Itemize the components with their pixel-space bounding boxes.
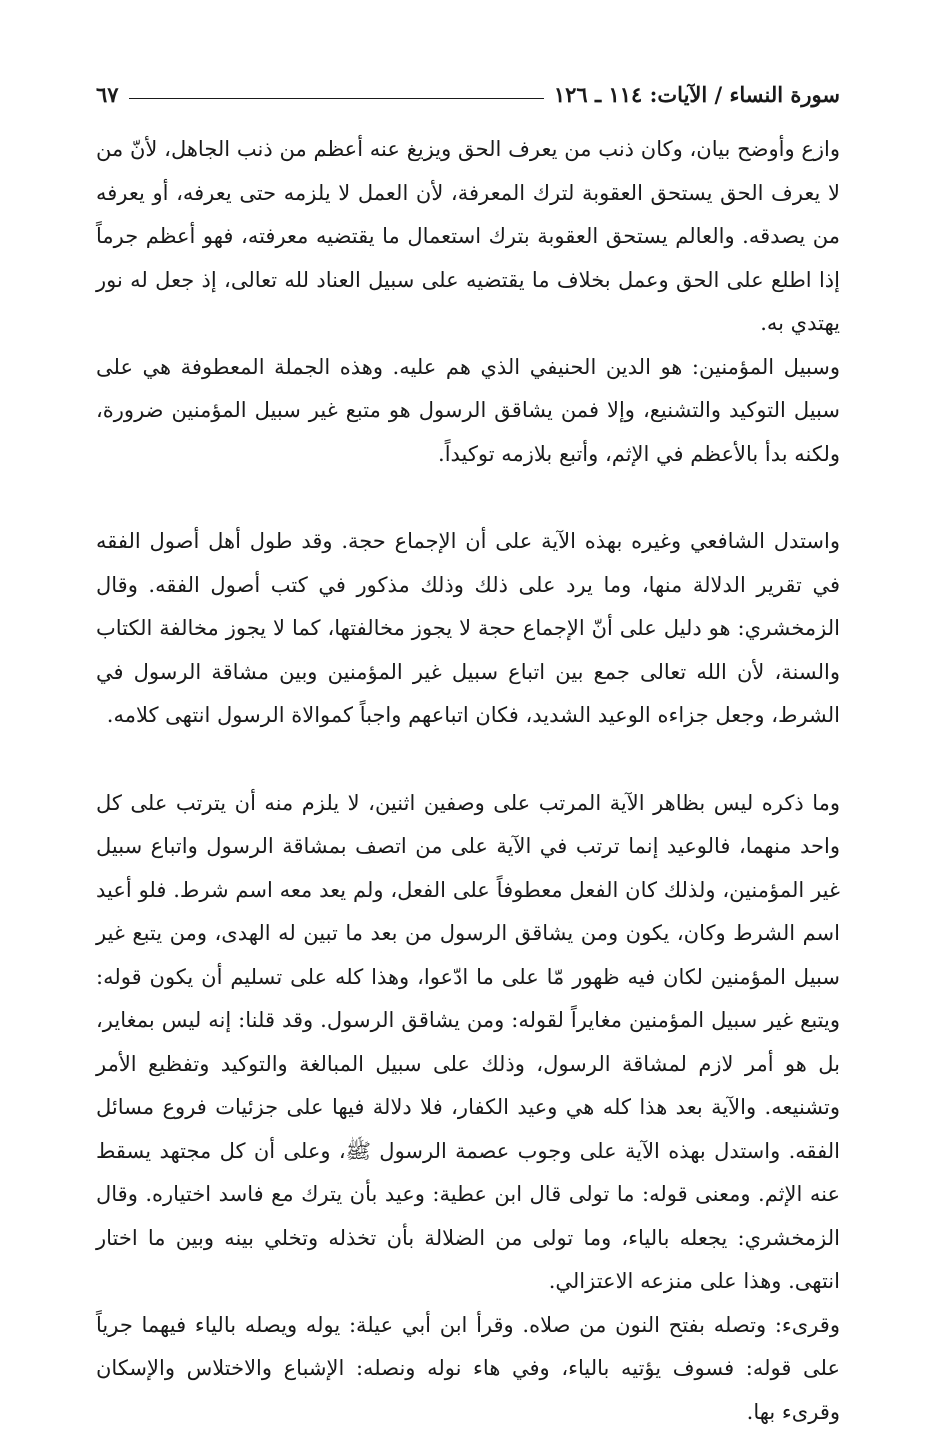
paragraph: وازع وأوضح بيان، وكان ذنب من يعرف الحق ويزيغ عنه أعظم من ذنب الجاهل، لأنّ من لا يعرف الحق يستحق العقوبة لترك المعرفة، لأن العمل لا يلزمه حتى يعرفه، أو يعرفه من يصدقه. والعالم يستحق العقوبة بترك استعمال ما يقتضيه معرفته، فهو أعظم جرماً إذا اطلع على الحق وعمل بخلاف ما يقتضيه على سبيل العناد لله تعالى، إذ جعل له نور يهتدي به. [96, 128, 840, 346]
paragraph: واستدل الشافعي وغيره بهذه الآية على أن الإجماع حجة. وقد طول أهل أصول الفقه في تقرير الدلالة منها، وما يرد على ذلك وذلك مذكور في كتب أصول الفقه. وقال الزمخشري: هو دليل على أنّ الإجماع حجة لا يجوز مخالفتها، كما لا يجوز مخالفة الكتاب والسنة، لأن الله تعالى جمع بين اتباع سبيل غير المؤمنين وبين مشاقة الرسول في الشرط، وجعل جزاءه الوعيد الشديد، فكان اتباعهم واجباً كموالاة الرسول انتهى كلامه. [96, 520, 840, 738]
body-text [96, 128, 840, 1434]
page-number: ٦٧ [96, 82, 119, 107]
running-header [96, 72, 840, 116]
paragraph: وقرىء: وتصله بفتح النون من صلاه. وقرأ ابن أبي عيلة: يوله ويصله بالياء فيهما جرياً على قوله: فسوف يؤتيه بالياء، وفي هاء نوله ونصله: الإشباع والاختلاس والإسكان وقرىء بها. [96, 1304, 840, 1434]
paragraph: وسبيل المؤمنين: هو الدين الحنيفي الذي هم عليه. وهذه الجملة المعطوفة هي على سبيل التوكيد والتشنيع، وإلا فمن يشاقق الرسول هو متبع غير سبيل المؤمنين ضرورة، ولكنه بدأ بالأعظم في الإثم، وأتبع بلازمه توكيداً. [96, 346, 840, 477]
paragraph-gap [96, 738, 840, 782]
page [96, 72, 840, 1292]
paragraph: وما ذكره ليس بظاهر الآية المرتب على وصفين اثنين، لا يلزم منه أن يترتب على كل واحد منهما، فالوعيد إنما ترتب في الآية على من اتصف بمشاقة الرسول واتباع سبيل غير المؤمنين، ولذلك كان الفعل معطوفاً على الفعل، ولم يعد معه اسم شرط. فلو أعيد اسم الشرط وكان، يكون ومن يشاقق الرسول من بعد ما تبين له الهدى، ومن يتبع غير سبيل المؤمنين لكان فيه ظهور مّا على ما ادّعوا، وهذا كله على تسليم أن يكون قوله: ويتبع غير سبيل المؤمنين مغايراً لقوله: ومن يشاقق الرسول. وقد قلنا: إنه ليس بمغاير، بل هو أمر لازم لمشاقة الرسول، وذلك على سبيل المبالغة والتوكيد وتفظيع الأمر وتشنيعه. والآية بعد هذا كله هي وعيد الكفار، فلا دلالة فيها على جزئيات فروع مسائل الفقه. واستدل بهذه الآية على وجوب عصمة الرسول ﷺ، وعلى أن كل مجتهد يسقط عنه الإثم. ومعنى قوله: ما تولى قال ابن عطية: وعيد بأن يترك مع فاسد اختياره. وقال الزمخشري: يجعله بالياء، وما تولى من الضلالة بأن تخذله وتخلي بينه وبين ما اختار انتهى. وهذا على منزعه الاعتزالي. [96, 782, 840, 1304]
header-title: سورة النساء / الآيات: ١١٤ ـ ١٢٦ [554, 82, 840, 107]
paragraph-gap [96, 476, 840, 520]
header-rule [129, 98, 544, 99]
